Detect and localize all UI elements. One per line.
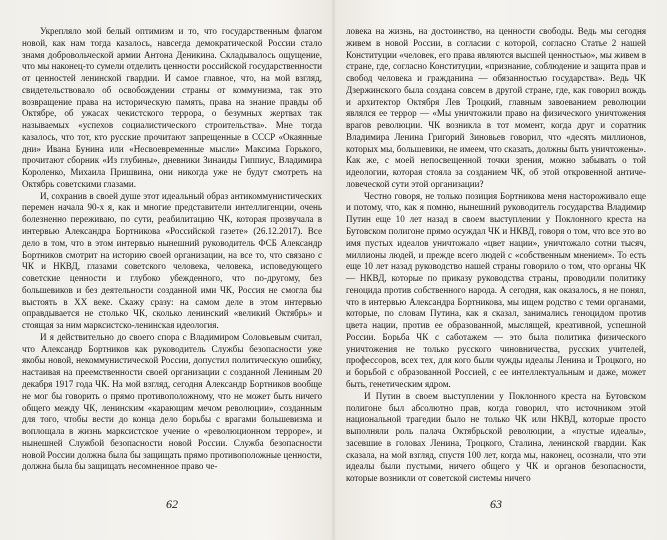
paragraph: ловека на жизнь, на достоинство, на ценности свободы. Ведь мы сегодня живем в новой России, в согласии с которой, согласно Статье 2 нашей Конституции «человек, его права являются высшей ценностью», мы живем в стране, где, согласно Конституции, «признание, соблюдение и защита прав и свобод человека и гражданина — обязанностью государства». Ведь ЧК Дзержинского была создана совсем в другой стране, где, как говорил вождь и архитектор Октября Лев Троцкий, главным завоеванием революции являлся ее террор — «Мы уничтожили право на физического уничтожения врагов революции. ЧК возникла в тот момент, когда друг и соратник Владимира Ленина Григорий Зиновьев говорил, что «десять миллионов, которых мы, большевики, не имеем, что сказать, должны быть уничтожены». Как же, с моей непосвещенной точки зрения, можно забывать о той идеологии, которая стояла за созданием ЧК, об этой откровенной античеловеческой сути этой организации? bbox=[346, 26, 646, 189]
paragraph: Укрепляло мой белый оптимизм и то, что государственным флагом новой, как нам тогда казалось, навсегда демократической России стало знамя добровольческой армии Антона Деникина. Складывалось ощущение, что мы наконец-то сумели отделить ценности российской государственности от ценностей ленинской гвардии. И самое главное, что, на мой взгляд, свидетельствовало об освобождении страны от коммунизма, так это возвращение права на историческую память, права на знание правды об Октябре, об ужасах чекистского террора, о безумных жертвах так называемых «успехов социалистического строительства». Мне тогда казалось, что тот, кто русские прочитают запрещенные в СССР «Окаянные дни» Ивана Бунина или «Несвоевременные мысли» Максима Горького, прочитают сборник «Из глубины», дневники Зинаиды Гиппиус, Владимира Короленко, Михаила Пришвина, они никогда уже не будут смотреть на Октябрь советскими глазами. bbox=[22, 26, 322, 189]
paragraph: И Путин в своем выступлении у Поклонного креста на Бутовском полигоне был абсолютно прав, когда говорил, что источником этой национальной трагедии было не только ЧК или НКВД, которые просто выполняли роль палача Октябрьской революции, а «пустые идеалы», засевшие в головах Ленина, Троцкого, Сталина, ленинской гвардии. Как сказала, на мой взгляд, спустя 100 лет, когда мы, наконец, осознали, что эти идеалы были пустыми, ничего общего у ЧК и органов безопасности, которые возникли от советской системы ничего bbox=[346, 390, 646, 484]
paragraph: Честно говоря, не только позиция Бортникова меня настороживало еще и потому, что, как я помню, нынешний руководитель государства Владимир Путин еще 10 лет назад в своем выступлении у Поклонного креста на Бутовском полигоне прямо осуждал ЧК и НКВД, говоря о том, что все это во имя пустых идеалов уничтожало «цвет нации», уничтожало сотни тысяч, миллионы людей, и прежде всего людей с «собственным мнением». То есть еще 10 лет назад руководство нашей страны говорило о том, что органы ЧК — НКВД, которые по приказу руководства страны, проводили политику геноцида против собственного народа. А сегодня, как оказалось, я не понял, что в интервью Александра Бортникова, мы ищем родство с теми органами, которые, по словам Путина, как я сказал, занимались геноцидом против цвета нации, против ее образованной, мыслящей, креативной, успешной России. Борьба ЧК с саботажем — это была политика физического уничтожения не только русского чиновничества, русских учителей, профессоров, всех тех, для кого были чужды идеалы Ленина и Троцкого, но и борьбой с образованной Россией, с ее интеллектуальным и даже, может быть, генетическим ядром. bbox=[346, 190, 646, 389]
paragraph: И я действительно до своего спора с Владимиром Соловьевым считал, что Александр Бортников как руководитель Службы безопасности уже якобы новой, некоммунистической России, допустил политическую ошибку, настаивая на преемственности своей организации с созданной Лениным 20 декабря 1917 года ЧК. На мой взгляд, сегодня Александр Бортников вообще не мог бы говорить о прямо противоположному, что не может быть ничего общего между ЧК, ленинским «карающим мечом революции», созданным для того, чтобы вести до конца дело борьбы с врагами большевизма и воплощала в жизнь марксистское учение о «революционном терроре», и нынешней Службой безопасности новой России. Служба безопасности новой России должна была бы защищать прямо противоположные ценности, должна была бы защищать несомненное право че- bbox=[22, 331, 322, 472]
paragraph: И, сохранив в своей душе этот идеальный образ антикоммунистических перемен начала 90-х я, как и многие представители интеллигенции, очень болезненно переживаю, по сути, реабилитацию ЧК, которая прозвучала в интервью Александра Бортникова «Российской газете» (26.12.2017). Все дело в том, что в этом интервью нынешний руководитель ФСБ Александр Бортников смотрит на историю своей организации, на все то, что связано с ЧК и НКВД, глазами советского человека, человека, исповедующего советские ценности и глубоко убежденного, что по-другому, без большевиков и без деятельности созданной ими ЧК, Россия не смогла бы выстоять в ХХ веке. Скажу сразу: на самом деле в этом интервью оправдывается не столько ЧК, сколько ленинский «великий Октябрь» и стоящая за ним марксистско-ленинская идеология. bbox=[22, 190, 322, 331]
right-page-text bbox=[346, 26, 646, 485]
left-page bbox=[22, 26, 322, 512]
right-page bbox=[346, 26, 646, 512]
page-number: 62 bbox=[166, 497, 178, 511]
page-number: 63 bbox=[490, 497, 502, 511]
left-page-text bbox=[22, 26, 322, 473]
